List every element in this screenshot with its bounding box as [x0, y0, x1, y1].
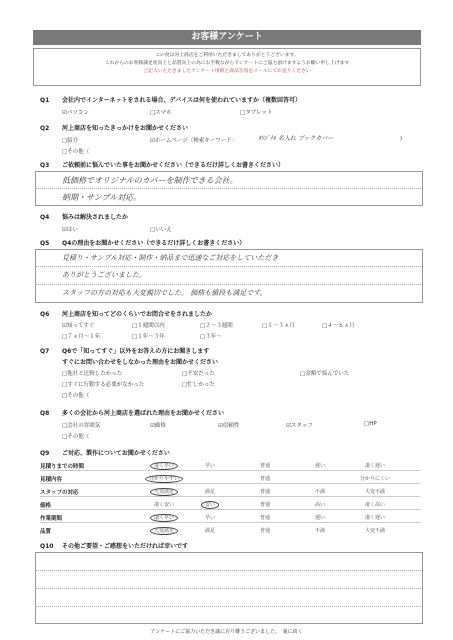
- q5-rule-2: [35, 284, 423, 285]
- q6-opt-7[interactable]: □１年～３年: [132, 334, 165, 340]
- q3-text: ご依頼前に悩んでいた事をお聞かせください（できるだけ詳しくお書きください）: [62, 162, 285, 169]
- q8-opt-staff[interactable]: ☑スタッフ: [286, 423, 313, 429]
- q9-row-label: 品質: [40, 529, 52, 535]
- q10-num: Q10: [40, 543, 54, 550]
- q3-handwriting-1: 低価格でオリジナルのカバーを制作できる会社。: [62, 176, 238, 185]
- q7-num: Q7: [40, 348, 50, 355]
- q9-option[interactable]: 不満: [314, 528, 325, 534]
- q1-opt-tablet[interactable]: □タブレット: [240, 110, 273, 116]
- q10-text: その他ご要望・ご感想をいただければ幸いです: [62, 543, 189, 550]
- q7-opt-anxious[interactable]: □不安だった: [182, 371, 215, 377]
- q8-heading: [40, 408, 224, 417]
- q9-option[interactable]: 普通: [259, 476, 270, 482]
- q7-heading: [40, 346, 209, 355]
- q9-option[interactable]: 早い: [204, 515, 215, 521]
- q2-text: 河上商店を知ったきっかけをお聞かせください: [62, 125, 189, 132]
- q9-option[interactable]: 大変満足: [144, 488, 184, 495]
- q3-handwriting-2: 納期・サンプル対応。: [62, 193, 142, 202]
- q7-opt-other[interactable]: □その他（: [62, 393, 90, 399]
- q9-option[interactable]: 凄く安い: [153, 502, 174, 508]
- q9-num: Q9: [40, 450, 50, 457]
- q6-num: Q6: [40, 311, 50, 318]
- q10-heading: [40, 541, 188, 550]
- q5-heading: [40, 238, 245, 247]
- q7-opt-price[interactable]: □金額で悩んでいた: [300, 371, 350, 377]
- q9-option[interactable]: 大変不満: [364, 489, 385, 495]
- q9-option[interactable]: 普通: [259, 489, 270, 495]
- intro-line-2: これからのお客様満足度向上と品質向上の為にお手数ながらアンケートにご協力頂けますようお願い申し上げます: [104, 61, 350, 66]
- q3-rule: [35, 188, 423, 189]
- q7-opt-compare[interactable]: □他社と比較したかった: [62, 371, 123, 377]
- q8-opt-price[interactable]: ☑価格: [150, 423, 166, 429]
- q2-close-paren: ): [400, 136, 403, 142]
- q6-text: 河上商店を知ってどのくらいでお問合せをされましたか: [62, 311, 213, 318]
- q10-rule-3: [35, 606, 423, 607]
- q1-opt-phone[interactable]: □スマホ: [150, 110, 172, 116]
- q9-option[interactable]: 凄く遅い: [364, 515, 385, 521]
- q1-opt-pc[interactable]: ☑パソコン: [62, 110, 89, 116]
- q9-option[interactable]: 高い: [314, 502, 325, 508]
- q9-option[interactable]: 普通: [259, 515, 270, 521]
- q1-text: 会社内でインターネットをされる場合、デバイスは何を使われていますか（複数回答可）: [62, 97, 302, 104]
- survey-title: お客様アンケート: [33, 30, 421, 45]
- q2-num: Q2: [40, 125, 50, 132]
- q9-heading: [40, 448, 170, 457]
- q10-rule-1: [35, 570, 423, 571]
- q2-opt-referral[interactable]: □紹介: [62, 138, 79, 144]
- q9-option[interactable]: 安い: [190, 501, 230, 508]
- q7-opt-busy[interactable]: □忙しかった: [182, 382, 215, 388]
- q9-option[interactable]: 遅い: [314, 463, 325, 469]
- q9-row-line: [40, 470, 420, 471]
- q9-row-line: [40, 496, 420, 497]
- q9-option[interactable]: 早い: [204, 463, 215, 469]
- q9-row-line: [40, 522, 420, 523]
- q4-text: 悩みは解決されましたか: [62, 214, 129, 221]
- q9-option[interactable]: 普通: [259, 528, 270, 534]
- q4-num: Q4: [40, 214, 50, 221]
- q5-handwriting-2: ありがとうございました。: [62, 271, 146, 279]
- q9-row-label: 見積りまでの時間: [40, 464, 85, 470]
- q7-text: Q6で「知ってすぐ」以外をお答えの方にお聞きします: [62, 348, 210, 355]
- q9-option[interactable]: 凄く遅い: [364, 463, 385, 469]
- q5-handwriting-1: 見積り・サンプル対応・制作・納品まで迅速なご対応をしていただき: [62, 254, 279, 262]
- q3-heading: [40, 160, 284, 169]
- q9-option[interactable]: 不満: [314, 489, 325, 495]
- q9-option[interactable]: 普通: [259, 463, 270, 469]
- q8-num: Q8: [40, 410, 50, 417]
- q9-option[interactable]: 遅い: [314, 515, 325, 521]
- q6-opt-3[interactable]: □２～３週間: [200, 323, 233, 329]
- q7-opt-no-need[interactable]: □すぐに行動する必要がなかった: [62, 382, 145, 388]
- q4-opt-yes[interactable]: ☑はい: [62, 227, 78, 233]
- intro-line-1: この度は河上商店をご利用いただきましてありがとうございます。: [155, 53, 299, 58]
- q9-option[interactable]: 凄く早い: [144, 462, 184, 469]
- q2-opt-homepage[interactable]: ☑ホームページ（検索キーワード：: [150, 138, 238, 144]
- q5-rule-1: [35, 266, 423, 267]
- q9-row-line: [40, 483, 420, 484]
- q6-opt-8[interactable]: □３年～: [200, 334, 222, 340]
- q5-num: Q5: [40, 240, 50, 247]
- footer-note: アンケートにご協力いただき誠に有り難うございました。 裏に続く: [150, 629, 303, 635]
- q4-opt-no[interactable]: □いいえ: [150, 227, 172, 233]
- q9-option[interactable]: 大変不満: [364, 528, 385, 534]
- q6-opt-1[interactable]: ☑知ってすぐ: [62, 323, 95, 329]
- q3-num: Q3: [40, 162, 50, 169]
- q10-rule-2: [35, 588, 423, 589]
- q8-opt-hp[interactable]: □HP: [364, 421, 377, 427]
- q8-text: 多くの会社から河上商店を選ばれた理由をお聞かせください: [62, 410, 225, 417]
- q9-row-label: 作業期間: [40, 516, 63, 522]
- q4-heading: [40, 212, 128, 221]
- q2-keyword-handwriting: ｵﾘｼﾞﾅﾙ 名入れ ブックカバー: [258, 135, 334, 142]
- q9-text: ご対応、製作についてお聞かせください: [62, 450, 170, 457]
- q6-opt-2[interactable]: □１週間以内: [132, 323, 165, 329]
- q1-num: Q1: [40, 97, 50, 104]
- q9-option[interactable]: 大変満足: [144, 527, 184, 534]
- q7-subheading: すぐにお問い合わせをしなかった理由をお聞かせください: [62, 359, 219, 366]
- q8-opt-atmosphere[interactable]: □会社の雰囲気: [62, 423, 101, 429]
- q9-option[interactable]: 凄く早い: [144, 514, 184, 521]
- q9-row-line: [40, 509, 420, 510]
- q2-opt-other[interactable]: □その他（: [62, 149, 90, 155]
- q6-opt-4[interactable]: □１～３ヵ月: [262, 323, 295, 329]
- q1-heading: [40, 95, 301, 104]
- q8-opt-trust[interactable]: ☑信頼性: [218, 423, 240, 429]
- q9-option[interactable]: 凄く高い: [364, 502, 385, 508]
- q9-option[interactable]: 分かりやすい: [144, 475, 184, 482]
- q8-opt-other[interactable]: □その他（: [62, 434, 90, 440]
- q9-row-label: スタッフの対応: [40, 490, 79, 496]
- q9-option[interactable]: 満足: [204, 528, 215, 534]
- q9-row-label: 価格: [40, 503, 52, 509]
- q6-opt-6[interactable]: □７ヵ月～１年: [62, 334, 101, 340]
- q5-text: Q4の理由をお聞かせください（できるだけ詳しくお書きください）: [62, 240, 246, 247]
- q6-heading: [40, 309, 212, 318]
- q9-row-label: 見積内容: [40, 477, 63, 483]
- q6-opt-5[interactable]: □４～６ヵ月: [322, 323, 355, 329]
- q9-option[interactable]: 分かりにくい: [359, 476, 390, 482]
- q9-option[interactable]: 満足: [204, 489, 215, 495]
- intro-line-3: ご記入いただきましたアンケート用紙と商品写真をメールにてお送りください: [143, 69, 311, 74]
- intro-box: [33, 48, 421, 86]
- q2-heading: [40, 123, 188, 132]
- q9-option[interactable]: 普通: [259, 502, 270, 508]
- q5-handwriting-3: スタッフの方の対応も大変親切でした。 価格も値段も満足です。: [62, 289, 267, 297]
